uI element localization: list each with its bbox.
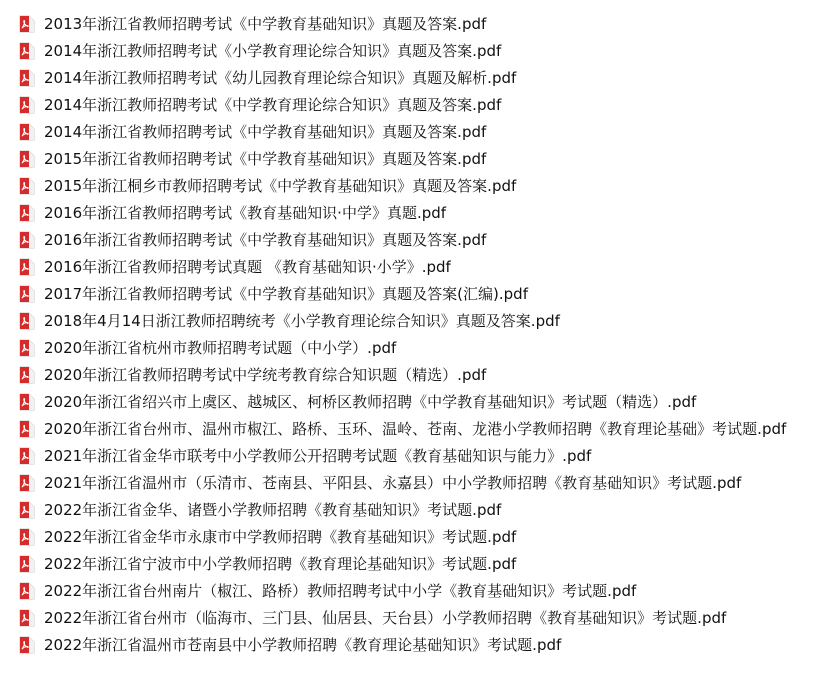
file-name: 2017年浙江省教师招聘考试《中学教育基础知识》真题及答案(汇编).pdf (44, 284, 528, 303)
file-name: 2022年浙江省宁波市中小学教师招聘《教育理论基础知识》考试题.pdf (44, 554, 517, 573)
pdf-file-icon (18, 447, 36, 465)
file-name: 2020年浙江省绍兴市上虞区、越城区、柯桥区教师招聘《中学教育基础知识》考试题（精选）.pdf (44, 392, 697, 411)
file-list-item[interactable] (18, 172, 818, 199)
file-list-item[interactable] (18, 118, 818, 145)
pdf-file-icon (18, 501, 36, 519)
file-list-item[interactable] (18, 550, 818, 577)
file-list-item[interactable] (18, 388, 818, 415)
pdf-file-icon (18, 609, 36, 627)
file-name: 2020年浙江省教师招聘考试中学统考教育综合知识题（精选）.pdf (44, 365, 487, 384)
file-name: 2014年浙江教师招聘考试《幼儿园教育理论综合知识》真题及解析.pdf (44, 68, 517, 87)
file-name: 2021年浙江省金华市联考中小学教师公开招聘考试题《教育基础知识与能力》.pdf (44, 446, 592, 465)
file-name: 2022年浙江省金华市永康市中学教师招聘《教育基础知识》考试题.pdf (44, 527, 517, 546)
file-name: 2022年浙江省温州市苍南县中小学教师招聘《教育理论基础知识》考试题.pdf (44, 635, 562, 654)
file-list-item[interactable] (18, 631, 818, 658)
file-list-item[interactable] (18, 334, 818, 361)
file-list-item[interactable] (18, 145, 818, 172)
file-list-item[interactable] (18, 604, 818, 631)
file-list-item[interactable] (18, 280, 818, 307)
file-list-item[interactable] (18, 91, 818, 118)
pdf-file-icon (18, 474, 36, 492)
file-list-item[interactable] (18, 64, 818, 91)
pdf-file-icon (18, 150, 36, 168)
pdf-file-icon (18, 393, 36, 411)
pdf-file-icon (18, 312, 36, 330)
pdf-file-icon (18, 366, 36, 384)
file-list (18, 10, 818, 658)
file-list-item[interactable] (18, 226, 818, 253)
pdf-file-icon (18, 204, 36, 222)
file-name: 2014年浙江教师招聘考试《小学教育理论综合知识》真题及答案.pdf (44, 41, 502, 60)
file-list-item[interactable] (18, 442, 818, 469)
file-list-item[interactable] (18, 253, 818, 280)
pdf-file-icon (18, 42, 36, 60)
pdf-file-icon (18, 636, 36, 654)
file-name: 2020年浙江省杭州市教师招聘考试题（中小学）.pdf (44, 338, 397, 357)
pdf-file-icon (18, 528, 36, 546)
file-name: 2016年浙江省教师招聘考试《中学教育基础知识》真题及答案.pdf (44, 230, 487, 249)
file-list-item[interactable] (18, 37, 818, 64)
file-name: 2014年浙江省教师招聘考试《中学教育基础知识》真题及答案.pdf (44, 122, 487, 141)
pdf-file-icon (18, 15, 36, 33)
file-list-item[interactable] (18, 199, 818, 226)
file-name: 2021年浙江省温州市（乐清市、苍南县、平阳县、永嘉县）中小学教师招聘《教育基础知识》考试题.pdf (44, 473, 742, 492)
pdf-file-icon (18, 285, 36, 303)
pdf-file-icon (18, 96, 36, 114)
pdf-file-icon (18, 69, 36, 87)
pdf-file-icon (18, 582, 36, 600)
file-list-item[interactable] (18, 577, 818, 604)
pdf-file-icon (18, 555, 36, 573)
file-name: 2016年浙江省教师招聘考试真题 《教育基础知识·小学》.pdf (44, 257, 451, 276)
file-list-item[interactable] (18, 469, 818, 496)
file-list-item[interactable] (18, 496, 818, 523)
file-list-item[interactable] (18, 523, 818, 550)
file-name: 2022年浙江省金华、诸暨小学教师招聘《教育基础知识》考试题.pdf (44, 500, 502, 519)
pdf-file-icon (18, 231, 36, 249)
file-name: 2015年浙江桐乡市教师招聘考试《中学教育基础知识》真题及答案.pdf (44, 176, 517, 195)
file-list-item[interactable] (18, 307, 818, 334)
file-name: 2022年浙江省台州南片（椒江、路桥）教师招聘考试中小学《教育基础知识》考试题.pdf (44, 581, 637, 600)
file-name: 2022年浙江省台州市（临海市、三门县、仙居县、天台县）小学教师招聘《教育基础知识》考试题.pdf (44, 608, 727, 627)
pdf-file-icon (18, 123, 36, 141)
file-name: 2016年浙江省教师招聘考试《教育基础知识·中学》真题.pdf (44, 203, 447, 222)
file-list-item[interactable] (18, 10, 818, 37)
file-name: 2013年浙江省教师招聘考试《中学教育基础知识》真题及答案.pdf (44, 14, 487, 33)
file-list-item[interactable] (18, 361, 818, 388)
file-name: 2015年浙江省教师招聘考试《中学教育基础知识》真题及答案.pdf (44, 149, 487, 168)
pdf-file-icon (18, 258, 36, 276)
file-name: 2018年4月14日浙江教师招聘统考《小学教育理论综合知识》真题及答案.pdf (44, 311, 560, 330)
pdf-file-icon (18, 177, 36, 195)
file-name: 2020年浙江省台州市、温州市椒江、路桥、玉环、温岭、苍南、龙港小学教师招聘《教育理论基础》考试题.pdf (44, 419, 787, 438)
file-list-item[interactable] (18, 415, 818, 442)
pdf-file-icon (18, 339, 36, 357)
file-name: 2014年浙江教师招聘考试《中学教育理论综合知识》真题及答案.pdf (44, 95, 502, 114)
pdf-file-icon (18, 420, 36, 438)
